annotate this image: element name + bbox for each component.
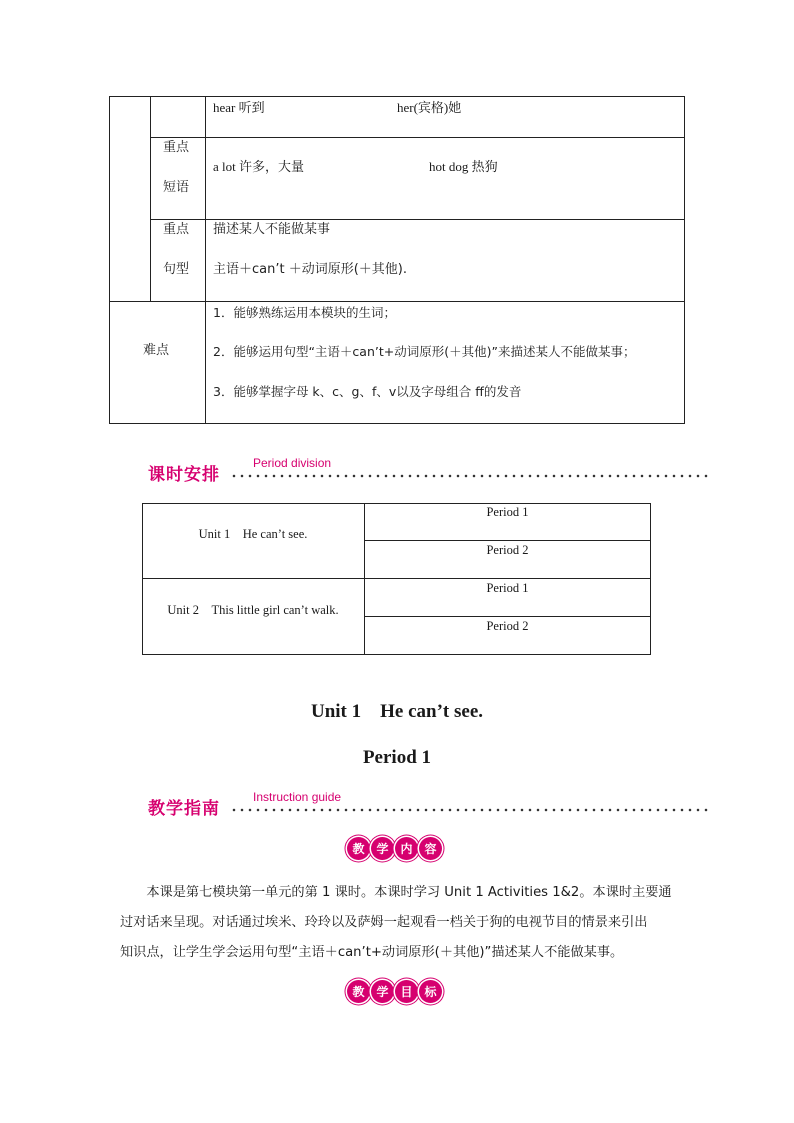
pattern-description: 描述某人不能做某事 [213,222,331,237]
vocab-table [109,96,685,424]
section-title-zh: 教学指南 [148,799,220,819]
section-title-en: Period division [253,456,332,470]
paragraph-line-1: 本课是第七模块第一单元的第 1 课时。本课时学习 Unit 1 Activities 1&2。本课时主要通 [120,885,672,900]
label-key-pattern-1: 重点 [163,222,190,237]
badge-char: 学 [371,980,394,1003]
badge-char: 容 [419,837,442,860]
badge-char: 内 [395,837,418,860]
difficulty-item-3: 3．能够掌握字母 k、c、g、f、v以及字母组合 ff的发音 [213,384,522,399]
period-title: Period 1 [362,747,432,768]
section-title-zh: 课时安排 [148,465,220,485]
unit2-period-2: Period 2 [486,619,529,633]
dotted-divider [230,474,710,478]
paragraph-line-2: 过对话来呈现。对话通过埃米、玲玲以及萨姆一起观看一档关于狗的电视节目的情景来引出 [120,915,648,930]
dotted-divider [230,808,710,812]
badge-char: 标 [419,980,442,1003]
difficulty-item-2: 2．能够运用句型“主语＋can’t+动词原形(＋其他)”来描述某人不能做某事； [213,344,636,359]
unit2-name: Unit 2 This little girl can’t walk. [167,603,339,617]
pattern-formula: 主语＋can’t ＋动词原形(＋其他). [213,262,407,277]
phrase-a-lot: a lot 许多，大量 [213,159,304,174]
badge-teaching-content [347,837,442,860]
badge-char: 目 [395,980,418,1003]
label-key-phrases-1: 重点 [163,140,190,155]
unit1-period-1: Period 1 [486,505,529,519]
content-paragraph [120,878,680,968]
unit-title: Unit 1 He can’t see. [310,701,484,722]
difficulty-item-1: 1．能够熟练运用本模块的生词； [213,305,396,320]
vocab-word-hear: hear 听到 [213,100,265,115]
badge-teaching-goals [347,980,442,1003]
badge-char: 学 [371,837,394,860]
unit1-period-2: Period 2 [486,543,529,557]
unit1-name: Unit 1 He can’t see. [198,527,308,541]
badge-char: 教 [347,980,370,1003]
vocab-word-her: her(宾格)她 [397,100,462,115]
label-key-pattern-2: 句型 [163,262,190,277]
phrase-hot-dog: hot dog 热狗 [429,159,498,174]
label-key-phrases-2: 短语 [163,180,190,195]
label-difficulty: 难点 [143,343,170,358]
section-title-en: Instruction guide [253,790,342,804]
badge-char: 教 [347,837,370,860]
unit2-period-1: Period 1 [486,581,529,595]
period-table [142,503,651,655]
paragraph-line-3: 知识点，让学生学会运用句型“主语＋can’t+动词原形(＋其他)”描述某人不能做某事。 [120,945,624,960]
